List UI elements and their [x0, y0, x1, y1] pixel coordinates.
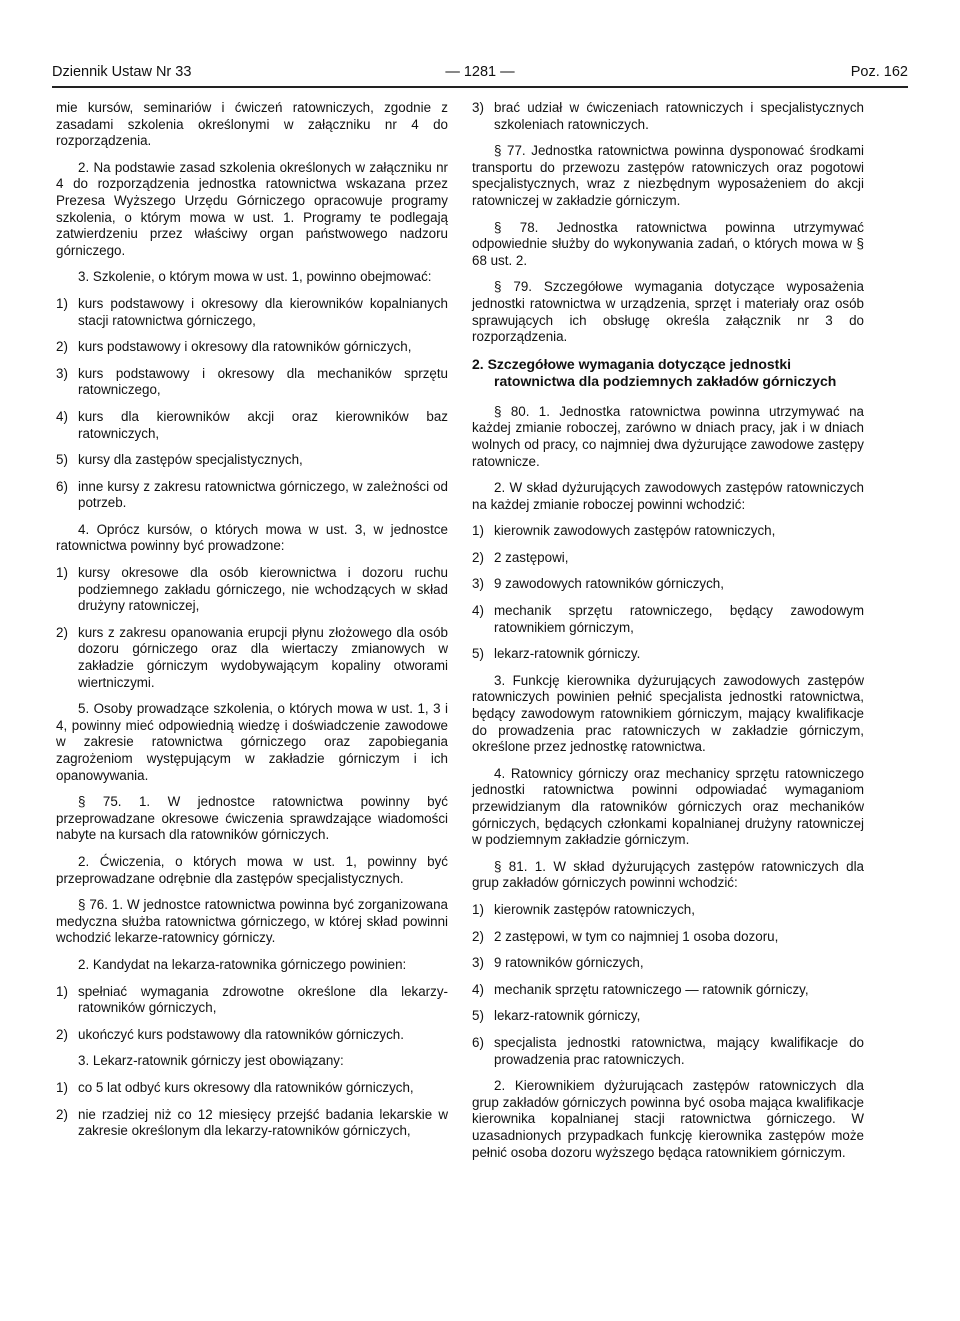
- list-text: inne kursy z zakresu ratownictwa górniczego, w zależności od potrzeb.: [78, 478, 448, 511]
- list-number: 2): [56, 1026, 68, 1042]
- list-number: 6): [472, 1034, 484, 1050]
- list-text: mechanik sprzętu ratowniczego, będący zawodowym ratownikiem górniczym,: [494, 603, 864, 635]
- list-number: 5): [472, 1008, 484, 1024]
- list-text: kurs dla kierowników akcji oraz kierowników baz ratowniczych,: [78, 408, 448, 441]
- list-item: [472, 523, 864, 540]
- paragraph: 2. Na podstawie zasad szkolenia określonych w załączniku nr 4 do rozporządzenia jednostka ratownictwa wskazana przez Prezesa Wyższego Urzędu Górniczego opracowuje programy szkolenia, o którym mowa w ust. 1. Programy te podlegają zatwierdzeniu przez właściwy organ państwowego nadzoru górniczego.: [56, 159, 448, 258]
- list-text: specjalista jednostki ratownictwa, mający kwalifikacje do prowadzenia prac ratowniczych.: [494, 1034, 864, 1067]
- page-header: [52, 64, 908, 86]
- list-text: brać udział w ćwiczeniach ratowniczych i specjalistycznych szkoleniach ratowniczych.: [494, 100, 864, 132]
- page-number: — 1281 —: [445, 64, 515, 80]
- list-text: ukończyć kurs podstawowy dla ratowników górniczych.: [78, 1026, 404, 1042]
- paragraph: § 75. 1. W jednostce ratownictwa powinny być przeprowadzane okresowe ćwiczenia sprawdzające wiadomości nabyte na kursach dla ratowników górniczych.: [56, 794, 448, 843]
- list-text: 2 zastępowi, w tym co najmniej 1 osoba dozoru,: [494, 928, 779, 944]
- list-number: 3): [472, 576, 484, 592]
- list-text: lekarz-ratownik górniczy,: [494, 1008, 641, 1024]
- list-number: 5): [472, 646, 484, 662]
- list-number: 1): [472, 901, 484, 917]
- paragraph: 3. Lekarz-ratownik górniczy jest obowiązany:: [78, 1053, 344, 1069]
- list-item: [472, 929, 864, 946]
- list-number: 1): [56, 983, 68, 999]
- list-text: kurs podstawowy i okresowy dla kierowników kopalnianych stacji ratownictwa górniczego,: [78, 295, 448, 328]
- list-text: mechanik sprzętu ratowniczego — ratownik górniczy,: [494, 981, 809, 997]
- list-item: [56, 1107, 448, 1140]
- list-item: [472, 1008, 864, 1025]
- paragraph: § 77. Jednostka ratownictwa powinna dysponować środkami transportu do przewozu zastępów ratowniczych oraz pogotowi specjalistycznych, wraz z niezbędnym wyposażeniem do akcji ratowniczej w zakładzie górniczym.: [472, 143, 864, 208]
- list: [472, 100, 864, 133]
- list-item: [472, 603, 864, 636]
- list: [56, 984, 448, 1044]
- paragraph: 3. Funkcję kierownika dyżurujących zawodowych zastępów ratowniczych powinien pełnić specjalista jednostki ratownictwa, będący zawodowym ratownikiem górniczym, mający kwalifikacje do prowadzenia prac ratowniczych w zakładzie górniczym, określone przez jednostkę ratownictwa.: [472, 672, 864, 755]
- paragraph: 2. Kierownikiem dyżurującach zastępów ratowniczych dla grup zakładów górniczych powinna być osoba mająca kwalifikacje kierownika kopalnianej stacji ratownictwa górniczego. W uzasadnionych przypadkach funkcję kierownika zastępów może pełnić osoba dozoru wyższego będąca ratownikiem górniczym.: [472, 1078, 864, 1160]
- list-item: [56, 339, 448, 356]
- list-item: [472, 576, 864, 593]
- list-number: 4): [56, 408, 68, 424]
- list-item: [472, 646, 864, 663]
- paragraph: 5. Osoby prowadzące szkolenia, o których mowa w ust. 1, 3 i 4, powinny mieć odpowiednią wiedzę i doświadczenie zawodowe w zakresie ratownictwa górniczego oraz zapobiegania zagrożeniom występującym w zakładzie górniczym i ich opanowywania.: [56, 701, 448, 783]
- list-item: [56, 296, 448, 329]
- list-item: [472, 550, 864, 567]
- list-number: 1): [56, 1079, 68, 1095]
- paragraph: 2. Kandydat na lekarza-ratownika górniczego powinien:: [78, 956, 407, 972]
- list-item: [56, 479, 448, 512]
- journal-title: Dziennik Ustaw Nr 33: [52, 64, 192, 80]
- list-item: [56, 1080, 448, 1097]
- list-text: kurs podstawowy i okresowy dla mechaników sprzętu ratowniczego,: [78, 365, 448, 398]
- left-column: [56, 100, 448, 1150]
- list-number: 2): [472, 549, 484, 565]
- list-item: [56, 565, 448, 615]
- paragraph: 4. Oprócz kursów, o których mowa w ust. 3, w jednostce ratownictwa powinny być prowadzone:: [56, 521, 448, 554]
- list-item: [56, 984, 448, 1017]
- paragraph: 4. Ratownicy górniczy oraz mechanicy sprzętu ratowniczego jednostki ratownictwa powinni odpowiadać wymaganiom przewidzianym dla ratowników górniczych oraz mechaników górniczych, będących członkami kopalnianej drużyny ratowniczej w podziemnym zakładzie górniczym.: [472, 765, 864, 848]
- list-number: 2): [56, 339, 68, 355]
- paragraph: § 76. 1. W jednostce ratownictwa powinna być zorganizowana medyczna służba ratownictwa górniczego, w której skład powinni wchodzić lekarze-ratownicy górniczy.: [56, 897, 448, 946]
- list-text: spełniać wymagania zdrowotne określone dla lekarzy-ratowników górniczych,: [78, 983, 448, 1016]
- paragraph: § 81. 1. W skład dyżurujących zastępów ratowniczych dla grup zakładów górniczych powinni wchodzić:: [472, 858, 864, 891]
- list-text: 2 zastępowi,: [494, 549, 569, 565]
- list-number: 1): [472, 523, 484, 539]
- list-number: 3): [472, 955, 484, 971]
- list-number: 5): [56, 452, 68, 468]
- paragraph: § 78. Jednostka ratownictwa powinna utrzymywać odpowiednie służby do wykonywania zadań, o których mowa w § 68 ust. 2.: [472, 219, 864, 268]
- list-item: [472, 982, 864, 999]
- paragraph: § 79. Szczegółowe wymagania dotyczące wyposażenia jednostki ratownictwa w urządzenia, sprzęt i materiały oraz osób sprawujących ich obsługę określa załącznik nr 3 do rozporządzenia.: [472, 279, 864, 345]
- list-number: 2): [56, 1106, 68, 1122]
- list-item: [472, 1035, 864, 1068]
- paragraph: mie kursów, seminariów i ćwiczeń ratowniczych, zgodnie z zasadami szkolenia określonymi w załączniku nr 4 do rozporządzenia.: [56, 100, 448, 149]
- list-number: 6): [56, 478, 68, 494]
- list-text: nie rzadziej niż co 12 miesięcy przejść badania lekarskie w zakresie określonym dla lekarzy-ratowników górniczych,: [78, 1106, 448, 1139]
- header-rule: [52, 86, 908, 88]
- list-number: 3): [56, 365, 68, 381]
- list: [56, 296, 448, 512]
- list-text: kierownik zastępów ratowniczych,: [494, 901, 695, 917]
- list-item: [56, 409, 448, 442]
- list-text: kursy dla zastępów specjalistycznych,: [78, 452, 303, 468]
- list-number: 1): [56, 565, 68, 581]
- list-item: [56, 452, 448, 469]
- list-text: kurs podstawowy i okresowy dla ratowników górniczych,: [78, 339, 412, 355]
- list-text: co 5 lat odbyć kurs okresowy dla ratowników górniczych,: [78, 1079, 414, 1095]
- list-item: [56, 1027, 448, 1044]
- list: [56, 565, 448, 691]
- list-text: 9 ratowników górniczych,: [494, 955, 644, 971]
- list-number: 1): [56, 295, 68, 311]
- paragraph: 2. Ćwiczenia, o których mowa w ust. 1, powinny być przeprowadzane odrębnie dla zastępów specjalistycznych.: [56, 853, 448, 886]
- list-number: 4): [472, 981, 484, 997]
- list-text: lekarz-ratownik górniczy.: [494, 646, 641, 662]
- paragraph: 2. W skład dyżurujących zawodowych zastępów ratowniczych na każdej zmianie roboczej powinni wchodzić:: [472, 480, 864, 512]
- list-number: 2): [472, 928, 484, 944]
- list-item: [472, 902, 864, 919]
- right-column: [472, 100, 864, 1171]
- list: [472, 523, 864, 663]
- paragraph: § 80. 1. Jednostka ratownictwa powinna utrzymywać na każdej zmianie roboczej, zarówno w dniach pracy, jak i w dniach wolnych od pracy, co najmniej dwa dyżurujące zawodowe zastępy ratownicze.: [472, 403, 864, 469]
- list-text: kursy okresowe dla osób kierownictwa i dozoru ruchu podziemnego zakładu górniczego, nie wchodzących w skład drużyny ratowniczej,: [78, 565, 448, 614]
- list-item: [472, 100, 864, 133]
- list-item: [56, 366, 448, 399]
- list: [472, 902, 864, 1068]
- list-text: 9 zawodowych ratowników górniczych,: [494, 576, 724, 592]
- position-number: Poz. 162: [850, 64, 908, 80]
- paragraph: 3. Szkolenie, o którym mowa w ust. 1, powinno obejmować:: [78, 269, 432, 285]
- list-number: 3): [472, 100, 484, 115]
- list: [56, 1080, 448, 1140]
- list-text: kurs z zakresu opanowania erupcji płynu złożowego dla osób dozoru górniczego oraz dla wiertaczy zmianowych w zakładzie górniczym wydobywającym kopaliny otworami wiertniczymi.: [78, 624, 448, 690]
- list-item: [56, 625, 448, 691]
- list-item: [472, 955, 864, 972]
- list-number: 4): [472, 603, 484, 619]
- list-text: kierownik zawodowych zastępów ratowniczych,: [494, 523, 776, 539]
- list-number: 2): [56, 624, 68, 640]
- section-heading: 2. Szczegółowe wymagania dotyczące jednostki ratownictwa dla podziemnych zakładów górniczych: [472, 355, 837, 389]
